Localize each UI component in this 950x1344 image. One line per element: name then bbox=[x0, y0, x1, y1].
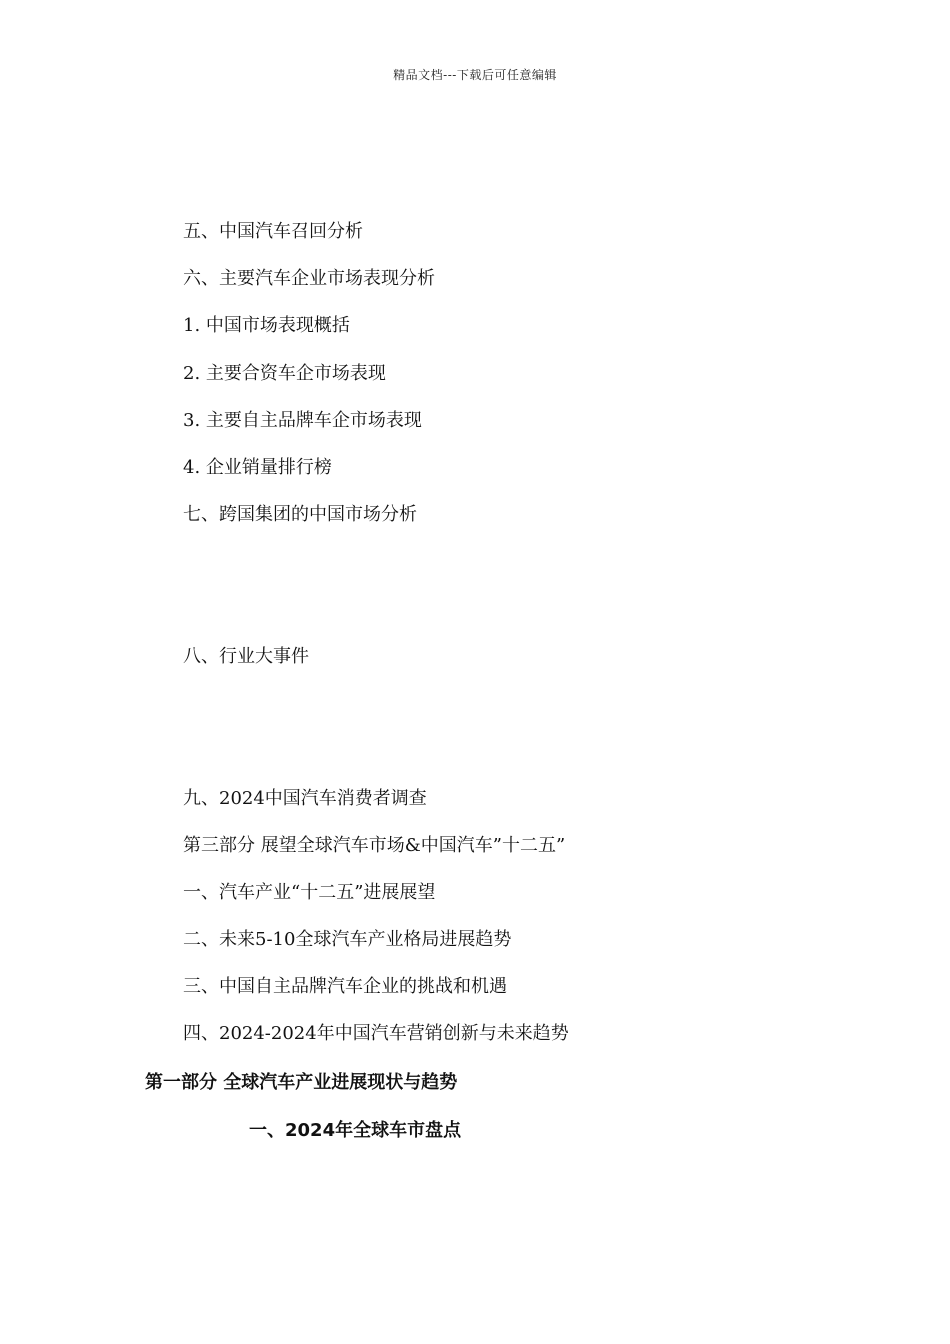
part-one-heading: 第一部分 全球汽车产业进展现状与趋势 bbox=[145, 1072, 458, 1093]
toc-item-five-year-plan-outlook: 一、汽车产业“十二五”进展展望 bbox=[183, 882, 436, 903]
toc-item-industry-events: 八、行业大事件 bbox=[183, 646, 309, 667]
toc-item-multinational-analysis: 七、跨国集团的中国市场分析 bbox=[183, 504, 417, 525]
page-header: 精品文档---下载后可任意编辑 bbox=[393, 68, 557, 82]
toc-item-global-industry-trend: 二、未来5-10全球汽车产业格局进展趋势 bbox=[183, 929, 512, 950]
toc-item-marketing-innovation: 四、2024-2024年中国汽车营销创新与未来趋势 bbox=[183, 1023, 569, 1044]
toc-item-enterprise-market-analysis: 六、主要汽车企业市场表现分析 bbox=[183, 268, 435, 289]
toc-item-consumer-survey: 九、2024中国汽车消费者调查 bbox=[183, 788, 427, 809]
section-one-heading: 一、2024年全球车市盘点 bbox=[249, 1120, 462, 1141]
toc-item-recall-analysis: 五、中国汽车召回分析 bbox=[183, 221, 363, 242]
toc-item-challenges-opportunities: 三、中国自主品牌汽车企业的挑战和机遇 bbox=[183, 976, 507, 997]
toc-item-joint-venture-performance: 2. 主要合资车企市场表现 bbox=[183, 363, 386, 384]
toc-item-sales-ranking: 4. 企业销量排行榜 bbox=[183, 457, 332, 478]
toc-item-part-three: 第三部分 展望全球汽车市场&中国汽车”十二五” bbox=[183, 835, 566, 856]
toc-item-china-market-overview: 1. 中国市场表现概括 bbox=[183, 315, 350, 336]
toc-item-domestic-brand-performance: 3. 主要自主品牌车企市场表现 bbox=[183, 410, 422, 431]
